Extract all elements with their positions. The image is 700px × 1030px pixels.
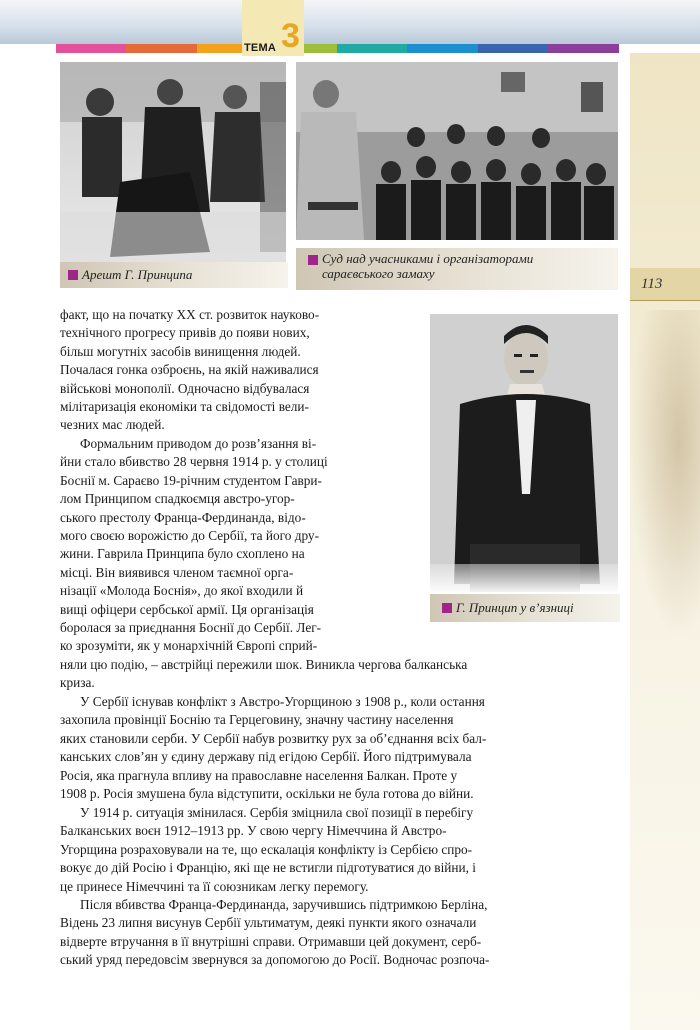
margin-decoration <box>630 310 700 640</box>
text-line: Формальним приводом до розв’язання ві- <box>80 436 317 451</box>
portrait-photo <box>430 314 618 592</box>
text-line: няли цю подію, – австрійці пережили шок. Виникла чергова балканська <box>60 657 468 672</box>
trial-photo <box>296 62 618 240</box>
text-line: мілітаризація економіки та свідомості вели- <box>60 399 309 415</box>
paragraph-3 <box>60 693 622 803</box>
text-line: криза. <box>60 675 95 691</box>
text-line: яких становили серби. У Сербії набув розвитку рух за об’єднання всіх бал- <box>60 730 487 746</box>
text-line: боролася за приєднання Боснії до Сербії. Лег- <box>60 620 322 636</box>
caption-marker-icon <box>308 255 318 265</box>
text-line: У Сербії існував конфлікт з Австро-Угорщиною з 1908 р., коли остання <box>80 694 485 709</box>
text-line: Боснії м. Сараєво 19-річним студентом Гаври- <box>60 472 322 488</box>
text-line: військові монополії. Одночасно відбувалася <box>60 380 310 396</box>
color-stripe-segment <box>126 44 197 53</box>
text-line: Балканських воєн 1912–1913 рр. У свою чергу Німеччина й Австро- <box>60 823 447 839</box>
text-line: вищі офіцери сербської армії. Ця організація <box>60 601 314 617</box>
trial-caption-line: сараєвського замаху <box>322 265 435 281</box>
color-stripe-segment <box>407 44 478 53</box>
text-line: канських слов’ян у єдину державу під егідою Сербії. Його підтримувала <box>60 749 472 765</box>
margin-divider <box>630 300 700 301</box>
text-line: технічного прогресу привів до появи нових, <box>60 325 310 341</box>
color-stripe-segment <box>478 44 549 53</box>
text-line: це принесе Німеччині та її союзникам легку перемогу. <box>60 878 369 894</box>
topic-label: ТЕМА <box>244 42 276 54</box>
text-line: нізації «Молода Боснія», до якої входили й <box>60 583 304 599</box>
portrait-caption <box>430 594 620 622</box>
text-line: ський уряд передовсім звернувся за допомогою до Росії. Водночас розпоча- <box>60 952 490 968</box>
portrait-fade <box>430 564 618 592</box>
color-stripe-segment <box>548 44 619 53</box>
text-line: Почалася гонка озброєнь, на якій наживалися <box>60 362 319 378</box>
text-line: лом Принципом спадкоємця австро-угор- <box>60 491 295 507</box>
text-line: У 1914 р. ситуація змінилася. Сербія зміцнила свої позиції в перебігу <box>80 805 474 820</box>
arrest-caption-text: Арешт Г. Принципа <box>82 266 193 282</box>
trial-caption <box>296 248 618 290</box>
trial-caption-line: Суд над учасниками і організаторами <box>322 251 534 266</box>
text-line: Відень 23 липня висунув Сербії ультиматум, деякі пункти якого означали <box>60 915 477 931</box>
text-line: Після вбивства Франца-Фердинанда, заручившись підтримкою Берліна, <box>80 897 488 912</box>
text-line: Угорщина розраховували на те, що ескалація конфлікту із Сербією спро- <box>60 841 473 857</box>
arrest-photo <box>60 62 286 262</box>
text-line: захопила провінції Боснію та Герцеговину, значну частину населення <box>60 712 454 728</box>
portrait-caption-text: Г. Принцип у в’язниці <box>456 599 574 615</box>
color-stripe-segment <box>337 44 408 53</box>
text-line: факт, що на початку XX ст. розвиток науково- <box>60 307 320 322</box>
text-line: вокує до дій Росію і Францію, які ще не встигли підготуватися до війни, і <box>60 860 476 876</box>
page-number: 113 <box>641 276 663 292</box>
header-band <box>0 0 700 44</box>
text-line: ського престолу Франца-Фердинанда, відо- <box>60 509 306 525</box>
arrest-caption <box>60 262 288 288</box>
paragraph-5 <box>60 896 622 970</box>
text-line: мого своєю ворожістю до Сербії, та його дру- <box>60 528 320 544</box>
text-line: ко зрозуміти, як у монархічній Європі сприй- <box>60 638 318 654</box>
paragraph-2-continued <box>60 656 622 693</box>
text-line: чезних мас людей. <box>60 417 165 433</box>
color-stripe-segment <box>56 44 127 53</box>
text-line: відверте втручання в її внутрішні справи. Отримавши цей документ, серб- <box>60 933 482 949</box>
paragraph-4 <box>60 804 622 896</box>
paragraph-1 <box>60 306 410 435</box>
text-line: більш могутніх засобів винищення людей. <box>60 343 301 359</box>
paragraph-2 <box>60 435 410 656</box>
text-line: жини. Гаврила Принципа було схоплено на <box>60 546 305 562</box>
text-line: 1908 р. Росія змушена була відступити, оскільки не була готова до війни. <box>60 786 474 802</box>
text-line: Росія, яка прагнула впливу на православне населення Балкан. Проте у <box>60 767 458 783</box>
text-line: місці. Він виявився членом таємної орга- <box>60 564 294 580</box>
caption-marker-icon <box>442 603 452 613</box>
caption-marker-icon <box>68 270 78 280</box>
text-line: йни стало вбивство 28 червня 1914 р. у столиці <box>60 454 328 470</box>
topic-number: 3 <box>281 17 300 55</box>
